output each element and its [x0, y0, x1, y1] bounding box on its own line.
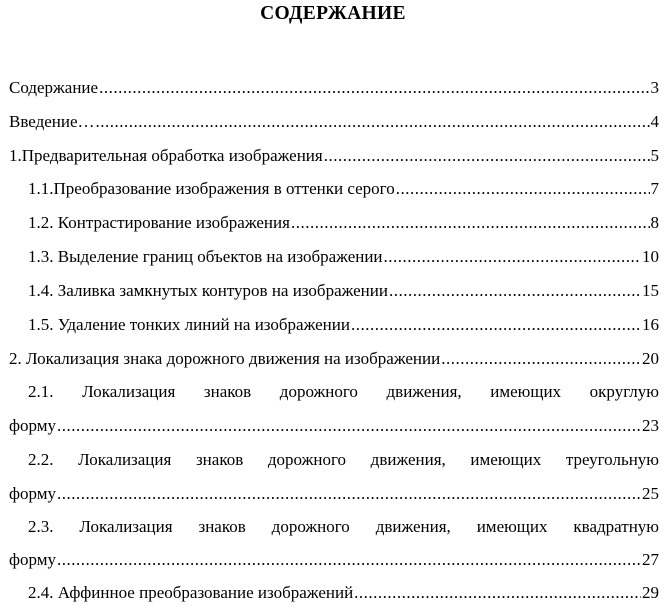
toc-entry-2-2-text: 2.2. Локализация знаков дорожного движения, имеющих треугольную — [28, 450, 659, 469]
toc-entry-1-2 — [28, 212, 659, 234]
toc-entry-2-1 — [9, 415, 659, 437]
toc-entry-2-3 — [9, 549, 659, 571]
toc-page-number: 23 — [642, 416, 659, 435]
toc-page-number: 8 — [650, 213, 659, 232]
toc-page-number: 15 — [642, 281, 659, 300]
toc-page-number: 20 — [642, 349, 659, 368]
leader-dots — [354, 582, 641, 604]
toc-entry-2-2 — [9, 483, 659, 505]
leader-dots — [99, 77, 649, 99]
leader-dots — [324, 145, 650, 167]
toc-entry-1-3 — [28, 246, 659, 268]
toc-entry-text: 1.1.Преобразование изображения в оттенки серого — [28, 179, 395, 198]
toc-page-number: 4 — [650, 112, 659, 131]
toc-entry-text: форму — [9, 416, 57, 435]
leader-dots — [384, 246, 641, 268]
toc-entry-text: 2.4. Аффинное преобразование изображений — [28, 583, 354, 602]
leader-dots — [96, 111, 650, 133]
toc-entry-2-3-text: 2.3. Локализация знаков дорожного движения, имеющих квадратную — [28, 517, 659, 536]
toc-entry-text: форму — [9, 550, 57, 569]
toc-page-number: 29 — [642, 583, 659, 602]
toc-page-number: 25 — [642, 484, 659, 503]
leader-dots — [396, 178, 650, 200]
toc-entry-introduction — [9, 111, 659, 133]
toc-entry-contents — [9, 77, 659, 99]
toc-page-number: 10 — [642, 247, 659, 266]
toc-entry-text: форму — [9, 484, 57, 503]
toc-entry-text: 1.5. Удаление тонких линий на изображении — [28, 315, 350, 334]
toc-page-number: 7 — [650, 179, 659, 198]
toc-entry-2-4 — [28, 582, 659, 604]
toc-entry-2-1-text: 2.1. Локализация знаков дорожного движения, имеющих округлую — [28, 382, 659, 401]
page-title: СОДЕРЖАНИЕ — [260, 3, 406, 24]
leader-dots — [351, 314, 641, 336]
toc-entry-2 — [9, 348, 659, 370]
toc-entry-text: Введение… — [9, 112, 95, 131]
leader-dots — [389, 280, 641, 302]
toc-entry-text: 1.2. Контрастирование изображения — [28, 213, 290, 232]
toc-page-number: 16 — [642, 315, 659, 334]
toc-entry-text: 1.3. Выделение границ объектов на изображении — [28, 247, 383, 266]
toc-page-number: 27 — [642, 550, 659, 569]
toc-page-number: 5 — [650, 146, 659, 165]
toc-entry-1-1 — [28, 178, 659, 200]
toc-entry-text: Содержание — [9, 78, 99, 97]
leader-dots — [57, 549, 641, 571]
leader-dots — [57, 415, 641, 437]
toc-page-number: 3 — [650, 78, 659, 97]
leader-dots — [441, 348, 641, 370]
leader-dots — [291, 212, 650, 234]
toc-entry-1 — [9, 145, 659, 167]
toc-entry-1-4 — [28, 280, 659, 302]
toc-entry-text: 2. Локализация знака дорожного движения на изображении — [9, 349, 441, 368]
toc-entry-1-5 — [28, 314, 659, 336]
toc-entry-text: 1.4. Заливка замкнутых контуров на изображении — [28, 281, 388, 300]
toc-entry-text: 1.Предварительная обработка изображения — [9, 146, 323, 165]
leader-dots — [57, 483, 641, 505]
